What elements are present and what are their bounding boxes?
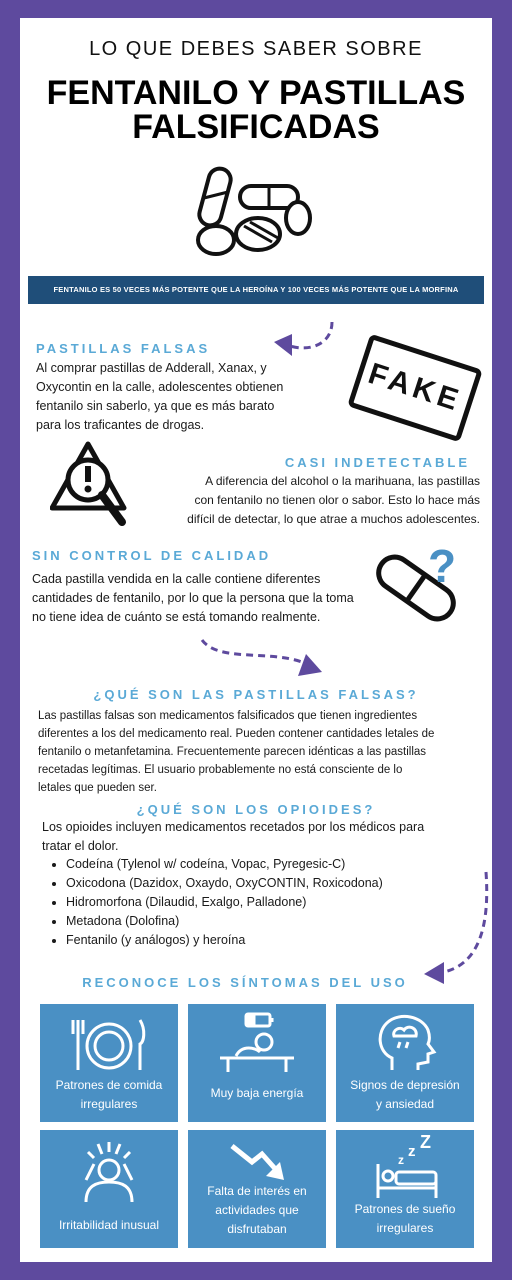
text-line: Muy baja energía — [210, 1086, 304, 1100]
list-item: • Oxicodona (Dazidox, Oxaydo, OxyCONTIN, Roxicodona) — [66, 874, 468, 893]
header-subtitle: LO QUE DEBES SABER SOBRE — [89, 38, 423, 60]
plate-utensils-icon — [70, 1014, 148, 1074]
text-line: irregulares — [80, 1097, 138, 1111]
text-line: cantidades de fentanilo, por lo que la persona que la toma — [32, 591, 354, 605]
text-line: fentanilo o metanfetamina. Frecuentemente parecen idénticas a las pastillas — [38, 746, 427, 758]
symptom-label — [44, 1076, 174, 1114]
dashed-arrow-icon — [270, 318, 340, 360]
symptom-tile — [40, 1004, 178, 1122]
text-line: no tiene idea de cuánto se está tomando realmente. — [32, 610, 321, 624]
page-title — [0, 76, 512, 144]
text-line: Cada pastilla vendida en la calle contiene diferentes — [32, 572, 321, 586]
text-line: Irritabilidad inusual — [58, 1218, 160, 1232]
list-item: • Fentanilo (y análogos) y heroína — [66, 931, 468, 950]
text-line: diferentes a los del medicamento real. Pueden contener cantidades letales de — [38, 728, 435, 740]
text-line: letales que pueden ser. — [38, 782, 157, 794]
text-line: Signos de depresión — [350, 1078, 460, 1092]
tired-person-battery-icon — [216, 1012, 298, 1074]
symptoms-heading: RECONOCE LOS SÍNTOMAS DEL USO — [82, 975, 408, 990]
text-line: tratar el dolor. — [42, 839, 119, 853]
list-item: • Hidromorfona (Dilaudid, Exalgo, Palladone) — [66, 893, 468, 912]
opioides-list — [48, 855, 468, 950]
text-line: Patrones de sueño — [354, 1202, 456, 1216]
symptom-tile — [336, 1130, 474, 1248]
text-line: para los traficantes de drogas. — [36, 418, 205, 432]
symptom-tile — [188, 1004, 326, 1122]
pastillas-falsas-heading: PASTILLAS FALSAS — [36, 341, 211, 356]
sleeping-bed-icon — [374, 1134, 440, 1200]
text-line: Los opioides incluyen medicamentos recetados por los médicos para — [42, 820, 425, 834]
title-line-2: FALSIFICADAS — [132, 108, 380, 146]
symptom-label — [192, 1182, 322, 1239]
casi-indetectable-text — [140, 472, 480, 529]
symptom-tile — [188, 1130, 326, 1248]
text-line: recetadas legítimas. El usuario probablemente no está consciente de lo — [38, 764, 403, 776]
potency-banner: FENTANILO ES 50 VECES MÁS POTENTE QUE LA HEROÍNA Y 100 VECES MÁS POTENTE QUE LA MORFINA — [28, 276, 484, 304]
pills-icon — [190, 160, 320, 260]
text-line: Falta de interés en — [207, 1184, 307, 1198]
symptom-tile — [336, 1004, 474, 1122]
text-line: A diferencia del alcohol o la marihuana, las pastillas — [205, 474, 480, 488]
capsule-question-icon — [370, 536, 470, 626]
title-line-1: FENTANILO Y PASTILLAS — [46, 74, 466, 112]
que-son-opioides-heading: ¿QUÉ SON LOS OPIOIDES? — [136, 802, 376, 817]
head-rain-cloud-icon — [372, 1012, 438, 1074]
list-item: • Codeína (Tylenol w/ codeína, Vopac, Pyregesic-C) — [66, 855, 468, 874]
casi-indetectable-heading: CASI INDETECTABLE — [284, 455, 470, 470]
text-line: Patrones de comida — [55, 1078, 163, 1092]
down-arrow-trend-icon — [228, 1140, 288, 1184]
list-item: • Metadona (Dolofina) — [66, 912, 468, 931]
text-line: Oxycontin en la calle, adolescentes obtienen — [36, 380, 284, 394]
text-line: y ansiedad — [375, 1097, 435, 1111]
symptom-label — [192, 1084, 322, 1103]
text-line: actividades que — [215, 1203, 299, 1217]
pastillas-falsas-text — [36, 359, 336, 435]
opioides-intro — [42, 818, 472, 856]
dashed-arrow-icon — [418, 868, 494, 988]
dashed-arrow-icon — [198, 632, 328, 680]
svg-text:z: z — [398, 1153, 404, 1167]
text-line: con fentanilo no tienen olor o sabor. Esto lo hace más — [194, 493, 480, 507]
text-line: difícil de detectar, lo que atrae a muchos adolescentes. — [187, 512, 480, 526]
symptom-tile — [40, 1130, 178, 1248]
text-line: fentanilo sin saberlo, ya que es más barato — [36, 399, 275, 413]
text-line: Al comprar pastillas de Adderall, Xanax, y — [36, 361, 267, 375]
symptom-label — [340, 1076, 470, 1114]
frustrated-person-icon — [76, 1140, 142, 1204]
svg-text:Z: Z — [420, 1134, 431, 1152]
que-son-pastillas-text — [38, 707, 478, 797]
magnifier-warning-icon — [50, 440, 130, 530]
sin-control-text — [32, 570, 382, 627]
symptom-label — [44, 1216, 174, 1235]
text-line: Las pastillas falsas son medicamentos falsificados que tienen ingredientes — [38, 710, 418, 722]
que-son-pastillas-heading: ¿QUÉ SON LAS PASTILLAS FALSAS? — [93, 687, 419, 702]
fake-stamp-icon: FAKE — [347, 334, 483, 443]
text-line: irregulares — [376, 1221, 434, 1235]
svg-text:z: z — [408, 1143, 416, 1160]
sin-control-heading: SIN CONTROL DE CALIDAD — [32, 548, 272, 563]
text-line: disfrutaban — [227, 1222, 287, 1236]
symptom-label — [340, 1200, 470, 1238]
svg-text:?: ? — [428, 540, 457, 592]
